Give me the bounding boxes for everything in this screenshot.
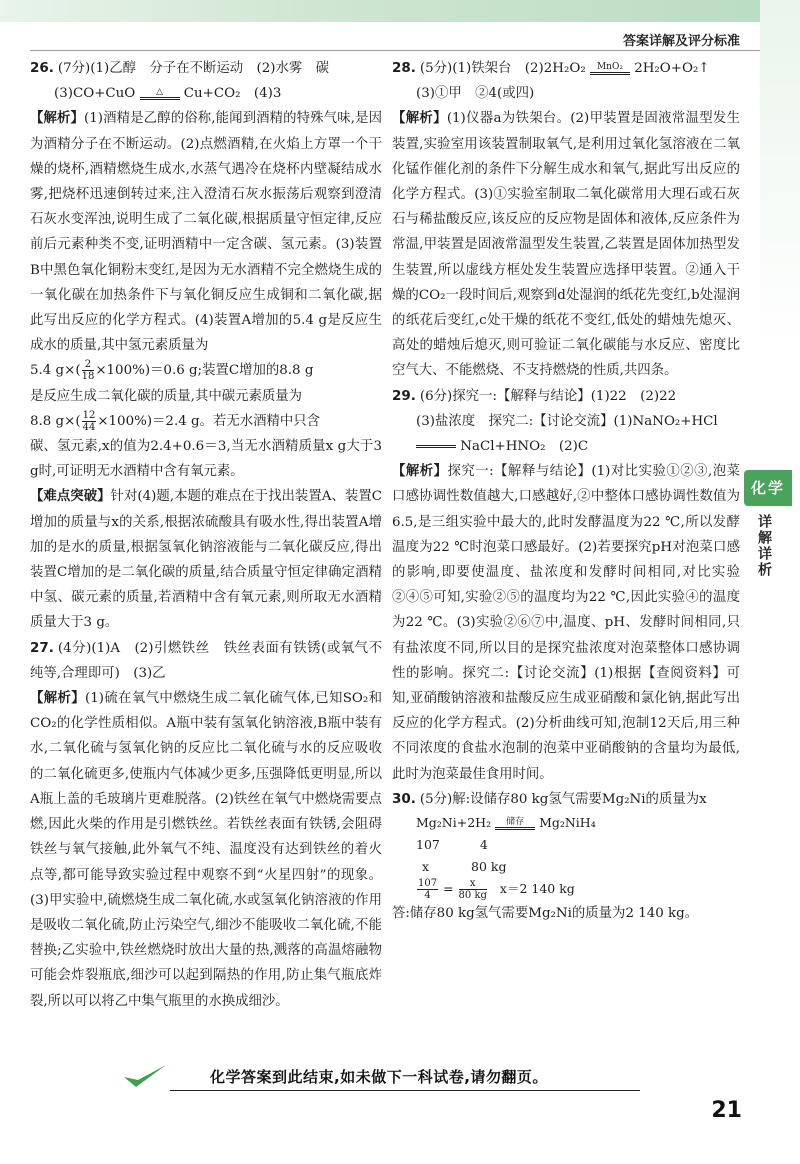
- q28-eq-sign: [590, 63, 630, 75]
- q26-calc2-a: 8.8 g×(: [30, 413, 81, 429]
- q26-analysis: [30, 106, 382, 358]
- q26-calc1-b: ×100%)＝0.6 g;装置C增加的8.8 g: [95, 363, 314, 379]
- q29-number: 29.: [392, 387, 416, 404]
- q26-difficulty-text: 针对(4)题,本题的难点在于找出装置A、装置C增加的质量与x的关系,根据浓硫酸具有吸水性,得出装置A增加的是水的质量,根据氢氧化钠溶液能与二氧化碳反应,得出装置C增加的是二氧化碳的质量,结合质量守恒定律确定酒精中氢、碳元素的质量,若酒精中含有氧元素,则所取无水酒精质量大于3 g。: [30, 489, 382, 631]
- header-divider: [30, 50, 760, 51]
- end-notice: [110, 1062, 630, 1092]
- q26-text-2: 是反应生成二氧化碳的质量,其中碳元素质量为: [30, 388, 303, 404]
- left-column: [30, 56, 382, 1014]
- end-notice-text: 化学答案到此结束,如未做下一科试卷,请勿翻页。: [210, 1068, 548, 1086]
- q29-answer: [392, 384, 740, 409]
- q26-eq-left: (3)CO+CuO: [54, 86, 136, 102]
- q28-eq-left: (5分)(1)铁架台 (2)2H₂O₂: [419, 61, 586, 76]
- analysis-tag: 【解析】: [392, 464, 448, 480]
- q26-equation: [30, 81, 382, 106]
- q29-eq-right: NaCl+HNO₂ (2)C: [460, 439, 589, 455]
- q29-analysis: [392, 459, 740, 787]
- fraction-denominator: 4: [424, 890, 431, 902]
- q26-eq-sign: [140, 88, 180, 100]
- q30-eq-left: Mg₂Ni+2H₂: [416, 815, 492, 831]
- fraction-denominator: 80 kg: [458, 890, 487, 902]
- right-edge-tint: [760, 0, 800, 1164]
- q29-line3: [392, 434, 740, 459]
- fraction: [82, 359, 95, 382]
- fraction: [417, 878, 438, 901]
- q30-eq-right: Mg₂NiH₄: [539, 815, 596, 831]
- analysis-tag: 【解析】: [392, 111, 447, 127]
- q30-final-answer: 答:储存80 kg氢气需要Mg₂Ni的质量为2 140 kg。: [392, 906, 699, 922]
- q26-eq-right: Cu+CO₂ (4)3: [183, 86, 282, 102]
- q30-ratio-a: 107: [416, 837, 440, 853]
- q30-equation: [416, 812, 740, 834]
- q26-line1: (7分)(1)乙醇 分子在不断运动 (2)水雾 碳: [57, 61, 330, 76]
- q26-analysis-text: (1)酒精是乙醇的俗称,能闻到酒精的特殊气味,是因为酒精分子在不断运动。(2)点燃酒精,在火焰上方罩一个干燥的烧杯,酒精燃烧生成水,水蒸气遇冷在烧杯内壁凝结成水雾,把烧杯迅速倒转过来,注入澄清石灰水振荡后观察到澄清石灰水变浑浊,说明生成了二氧化碳,根据质量守恒定律,反应前后元素种类不变,证明酒精中一定含碳、氢元素。(3)装置B中黑色氧化铜粉末变红,是因为无水酒精不完全燃烧生成的一氧化碳在加热条件下与氧化铜反应生成铜和二氧化碳,据此写出反应的化学方程式。(4)装置A增加的5.4 g是反应生成水的质量,其中氢元素质量为: [30, 111, 382, 354]
- analysis-tag: 【解析】: [30, 111, 85, 127]
- q26-answer: [30, 56, 382, 81]
- fraction-numerator: 107: [418, 878, 438, 890]
- page-number: 21: [711, 1098, 742, 1123]
- q27-line1: (4分)(1)A (2)引燃铁丝 铁丝表面有铁锈(或氧气不纯等,合理即可) (3)乙: [30, 640, 382, 681]
- q28-analysis: [392, 106, 740, 383]
- q30-ratio-b: 4: [479, 837, 488, 853]
- q27-analysis: [30, 686, 382, 1014]
- fraction: [459, 878, 487, 901]
- q28-analysis-text: (1)仪器a为铁架台。(2)甲装置是固液常温型发生装置,实验室用该装置制取氧气,是利用过氧化氢溶液在二氧化锰作催化剂的条件下分解生成水和氧气,据此写出反应的化学方程式。(3)①实验室制取二氧化碳常用大理石或石灰石与稀盐酸反应,该反应的反应物是固体和液体,反应条件为常温,甲装置是固液常温型发生装置,乙装置是固体加热型发生装置,所以虚线方框处发生装置应选择甲装置。②通入干燥的CO₂一段时间后,观察到d处湿润的纸花先变红,b处湿润的纸花后变红,c处干燥的纸花不变红,低处的蜡烛先熄灭、高处的蜡烛后熄灭,则可验证二氧化碳能与水反应、密度比空气大、不能燃烧、不支持燃烧的性质,共四条。: [392, 111, 740, 379]
- q26-calc-2: [30, 409, 382, 434]
- end-notice-underline: [170, 1090, 640, 1091]
- q26-calc1-a: 5.4 g×(: [30, 363, 81, 379]
- fraction-denominator: 44: [82, 421, 96, 433]
- fraction: [82, 410, 97, 433]
- q26-calc-1: [30, 358, 382, 383]
- q30-ratio-mass: 80 kg: [471, 859, 507, 875]
- fraction-numerator: x: [459, 878, 487, 890]
- q26-calc2-b: ×100%)＝2.4 g。若无水酒精中只含: [97, 413, 321, 429]
- fraction-numerator: 12: [82, 409, 96, 421]
- right-column: [392, 56, 740, 926]
- q28-line2: (3)①甲 ②4(或四): [416, 86, 535, 102]
- fraction-numerator: 2: [82, 359, 95, 371]
- top-color-band: [0, 0, 800, 22]
- analysis-tag: 【解析】: [30, 691, 86, 707]
- q26-difficulty: [30, 484, 382, 635]
- q29-line1: (6分)探究一:【解释与结论】(1)22 (2)22: [419, 388, 677, 404]
- q30-answer: [392, 787, 740, 812]
- q27-number: 27.: [30, 639, 54, 656]
- q30-number: 30.: [392, 790, 416, 807]
- checkmark-icon: [122, 1062, 168, 1090]
- q30-ratio-row-2: [416, 856, 740, 878]
- q29-analysis-text: 探究一:【解释与结论】(1)对比实验①②③,泡菜口感协调性数值越大,口感越好,②中整体口感协调性数值为6.5,是三组实验中最大的,此时发酵温度为22 ℃,所以发酵温度为22 ℃时泡菜口感最好。(2)若要探究pH对泡菜口感的影响,即要使温度、盐浓度和发酵时间相同,对比实验②④⑤可知,实验②⑤的温度均为22 ℃,因此实验④的温度为22 ℃。(3)实验②⑥⑦中,温度、pH、发酵时间相同,只有盐浓度不同,所以目的是探究盐浓度对泡菜整体口感协调性的影响。探究二:【讨论交流】(1)根据【查阅资料】可知,亚硝酸钠溶液和盐酸反应生成亚硝酸和氯化钠,据此写出反应的化学方程式。(2)分析曲线可知,泡制12天后,用三种不同浓度的食盐水泡制的泡菜中亚硝酸钠的含量均为最低,此时为泡菜最佳食用时间。: [392, 464, 740, 782]
- section-label: 详解详析: [756, 514, 772, 578]
- q28-eq-condition: MnO₂: [596, 61, 623, 72]
- q30-ratio-x: x: [422, 859, 430, 875]
- q27-answer: [30, 636, 382, 686]
- q30-ratio-row-1: [416, 834, 740, 856]
- subject-tab: 化学: [744, 470, 792, 506]
- q30-proportion: $\frac{107}{4}$ = $\frac{x}{80 kg}$ x＝2 140 kg: [418, 878, 575, 902]
- q28-number: 28.: [392, 60, 416, 76]
- q30-line1: (5分)解:设储存80 kg氢气需要Mg₂Ni的质量为x: [419, 791, 707, 807]
- q30-calculation: [392, 812, 740, 901]
- q26-text-3: 碳、氢元素,x的值为2.4+0.6＝3,当无水酒精质量x g大于3 g时,可证明无水酒精中含有氧元素。: [30, 439, 382, 480]
- difficulty-tag: 【难点突破】: [30, 489, 111, 505]
- fraction-denominator: 18: [81, 371, 95, 383]
- q30-result: x＝2 140 kg: [499, 881, 575, 897]
- q27-analysis-text: (1)硫在氧气中燃烧生成二氧化硫气体,已知SO₂和CO₂的化学性质相似。A瓶中装有氢氧化钠溶液,B瓶中装有水,二氧化硫与氢氧化钠的反应比二氧化硫与水的反应吸收的二氧化硫更多,使瓶内气体减少更多,压强降低更明显,所以A瓶上盖的毛玻璃片更难脱落。(2)铁丝在氧气中燃烧需要点燃,因此火柴的作用是引燃铁丝。若铁丝表面有铁锈,会阻碍铁丝与氧气接触,此外氧气不纯、温度没有达到铁丝的着火点等,都可能导致实验过程中观察不到“火星四射”的现象。(3)甲实验中,硫燃烧生成二氧化硫,水或氢氧化钠溶液的作用是吸收二氧化硫,防止污染空气,细沙不能吸收二氧化硫,不能替换;乙实验中,铁丝燃烧时放出大量的热,溅落的高温熔融物可能会炸裂瓶底,细沙可以起到隔热的作用,防止集气瓶底炸裂,所以可以将乙中集气瓶里的水换成细沙。: [30, 691, 383, 1009]
- q30-eq-condition: 储存: [506, 816, 525, 827]
- page-header-title: 答案详解及评分标准: [622, 34, 740, 49]
- q28-eq-right: 2H₂O+O₂↑: [634, 61, 710, 76]
- q30-eq-sign: [495, 818, 535, 830]
- q29-eq-sign: [416, 445, 456, 448]
- q29-line2: (3)盐浓度 探究二:【讨论交流】(1)NaNO₂+HCl: [416, 413, 718, 429]
- q26-eq-condition: △: [156, 86, 163, 97]
- q26-number: 26.: [30, 60, 54, 76]
- q28-answer: [392, 56, 740, 81]
